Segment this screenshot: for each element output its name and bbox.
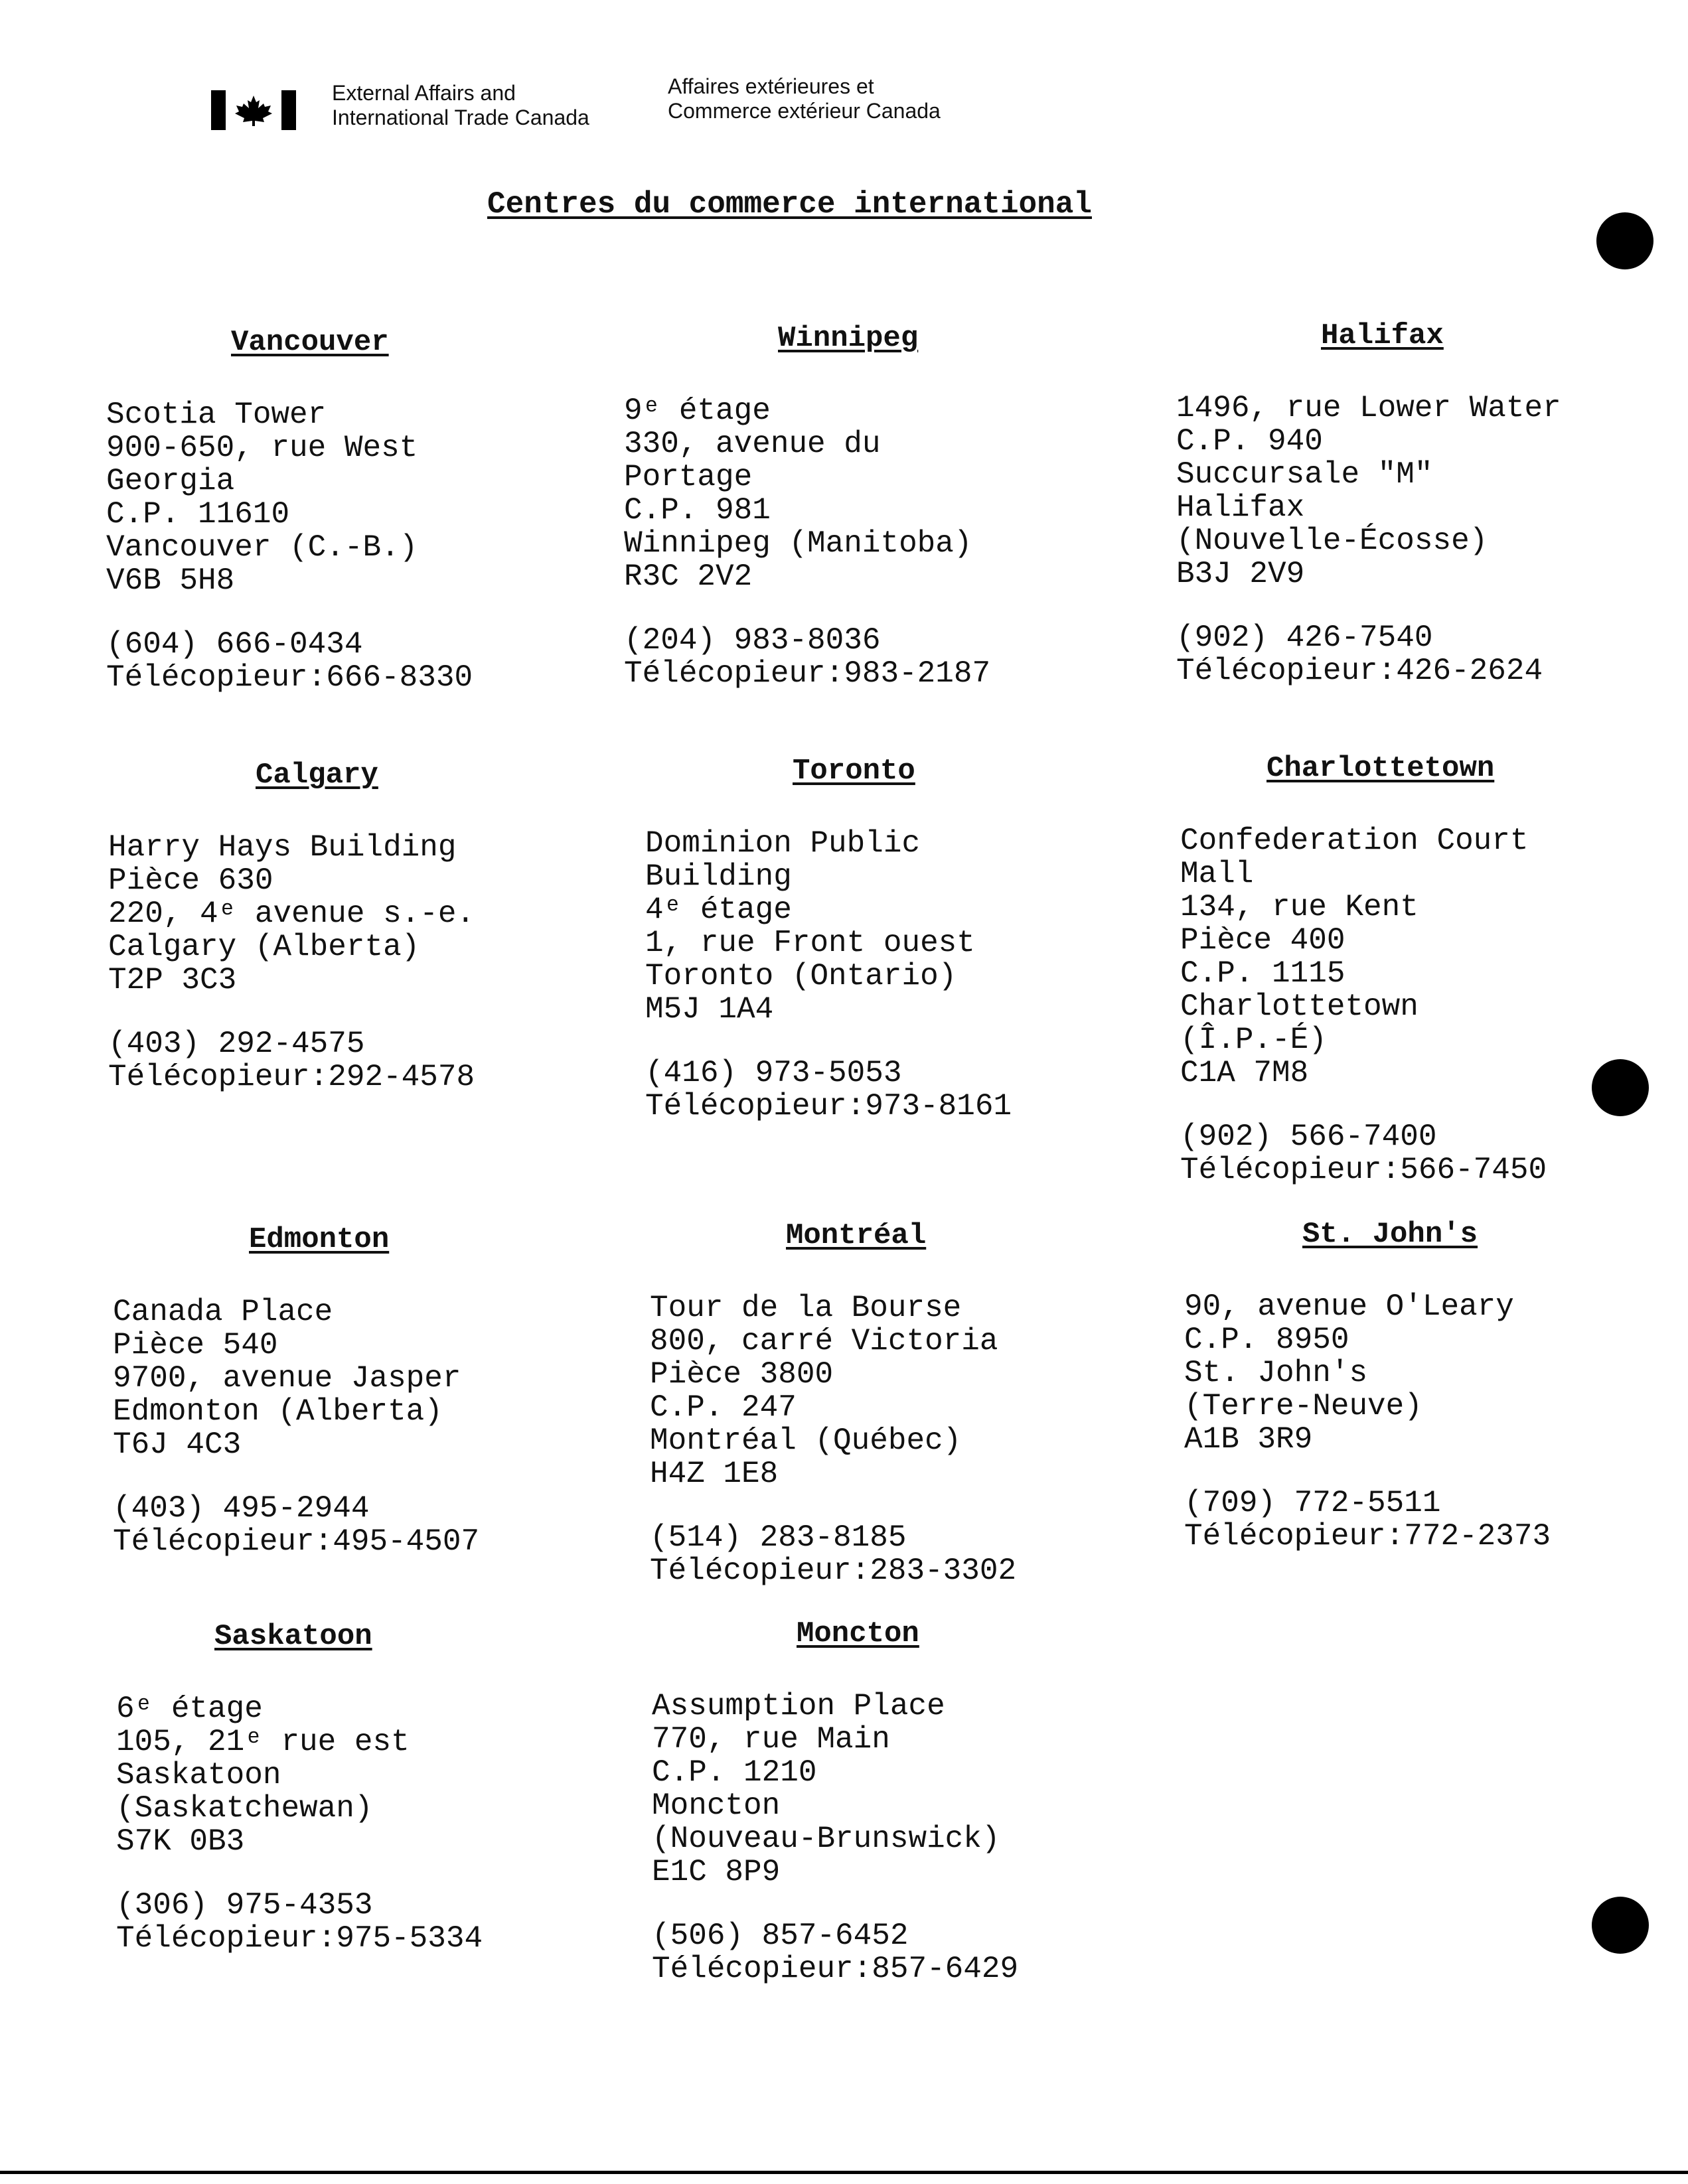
org-name-french-line: Commerce extérieur Canada	[668, 99, 941, 123]
address-line: Montréal (Québec)	[650, 1423, 962, 1458]
office-contact	[113, 1492, 617, 1558]
office-city-heading: St. John's	[1302, 1218, 1478, 1251]
address-line: (Î.P.-É)	[1180, 1023, 1327, 1057]
address-line: 770, rue Main	[652, 1722, 890, 1757]
office-address	[106, 398, 611, 597]
office-fax: Télécopieur:772-2373	[1184, 1519, 1551, 1554]
office-city-heading: Charlottetown	[1266, 752, 1495, 785]
office-fax: Télécopieur:566-7450	[1180, 1153, 1547, 1187]
office-contact	[1184, 1487, 1688, 1553]
address-line: Pièce 400	[1180, 923, 1345, 958]
address-line: C.P. 247	[650, 1390, 797, 1425]
office-address	[1176, 392, 1681, 591]
address-line: Dominion Public	[645, 826, 921, 861]
office-fax: Télécopieur:983-2187	[624, 656, 991, 691]
address-line: C1A 7M8	[1180, 1056, 1309, 1090]
office-city-heading: Vancouver	[231, 326, 389, 359]
office-fax: Télécopieur:283-3302	[650, 1554, 1017, 1588]
office-phone: (306) 975-4353	[116, 1888, 373, 1923]
address-line: H4Z 1E8	[650, 1457, 779, 1491]
address-line: M5J 1A4	[645, 992, 774, 1027]
address-line: (Saskatchewan)	[116, 1791, 373, 1826]
address-line: 9700, avenue Jasper	[113, 1361, 461, 1396]
address-line: Harry Hays Building	[108, 830, 457, 865]
office-fax: Télécopieur:426-2624	[1176, 654, 1543, 688]
address-line: 6ᵉ étage	[116, 1692, 263, 1726]
address-line: C.P. 11610	[106, 497, 290, 532]
address-line: (Terre-Neuve)	[1184, 1389, 1422, 1423]
office-phone: (902) 566-7400	[1180, 1120, 1437, 1154]
address-line: Edmonton (Alberta)	[113, 1394, 443, 1429]
office-block	[113, 1222, 617, 1558]
office-contact	[1180, 1120, 1685, 1187]
page-title	[0, 187, 1688, 222]
org-name-english	[332, 81, 589, 130]
address-line: S7K 0B3	[116, 1824, 245, 1859]
address-line: T2P 3C3	[108, 963, 237, 997]
office-block	[650, 1218, 1154, 1587]
office-fax: Télécopieur:666-8330	[106, 660, 473, 695]
address-line: C.P. 981	[624, 493, 771, 528]
address-line: Calgary (Alberta)	[108, 930, 420, 964]
address-line: Pièce 540	[113, 1328, 278, 1362]
address-line: V6B 5H8	[106, 563, 235, 598]
address-line: Portage	[624, 460, 753, 494]
address-line: C.P. 1115	[1180, 956, 1345, 991]
office-phone: (403) 292-4575	[108, 1027, 365, 1061]
address-line: Pièce 3800	[650, 1357, 834, 1392]
office-phone: (604) 666-0434	[106, 627, 363, 662]
office-contact	[624, 624, 1128, 690]
office-address	[108, 831, 613, 997]
address-line: Assumption Place	[652, 1689, 945, 1723]
address-line: (Nouvelle-Écosse)	[1176, 524, 1488, 558]
address-line: 4ᵉ étage	[645, 893, 792, 927]
address-line: St. John's	[1184, 1356, 1368, 1390]
office-phone: (416) 973-5053	[645, 1056, 902, 1090]
office-fax: Télécopieur:973-8161	[645, 1089, 1012, 1124]
office-phone: (204) 983-8036	[624, 623, 881, 658]
address-line: Halifax	[1176, 490, 1305, 525]
address-line: 220, 4ᵉ avenue s.-e.	[108, 897, 475, 931]
office-phone: (514) 283-8185	[650, 1520, 907, 1555]
address-line: Toronto (Ontario)	[645, 959, 957, 993]
office-block	[1184, 1217, 1688, 1553]
address-line: Charlottetown	[1180, 989, 1419, 1024]
address-line: 9ᵉ étage	[624, 394, 771, 428]
office-address	[650, 1291, 1154, 1491]
address-line: R3C 2V2	[624, 559, 753, 594]
address-line: Moncton	[652, 1788, 781, 1823]
address-line: (Nouveau-Brunswick)	[652, 1822, 1000, 1856]
bottom-rule	[0, 2171, 1688, 2174]
address-line: C.P. 940	[1176, 424, 1323, 459]
office-city-heading: Edmonton	[249, 1223, 390, 1256]
binder-hole-icon	[1596, 212, 1653, 269]
address-line: Scotia Tower	[106, 398, 327, 432]
office-city-heading: Toronto	[793, 755, 915, 788]
address-line: E1C 8P9	[652, 1855, 781, 1889]
office-phone: (709) 772-5511	[1184, 1486, 1441, 1520]
office-city-heading: Winnipeg	[778, 322, 919, 355]
org-name-french-line: Affaires extérieures et	[668, 74, 874, 98]
office-contact	[1176, 621, 1681, 688]
address-line: Tour de la Bourse	[650, 1291, 962, 1325]
office-block	[624, 321, 1128, 690]
office-address	[1180, 824, 1685, 1090]
office-block	[106, 325, 611, 694]
office-fax: Télécopieur:975-5334	[116, 1921, 483, 1956]
address-line: Vancouver (C.-B.)	[106, 530, 418, 565]
address-line: Winnipeg (Manitoba)	[624, 526, 972, 561]
office-block	[116, 1619, 621, 1955]
office-block	[645, 754, 1150, 1123]
office-city-heading: Moncton	[797, 1617, 919, 1650]
address-line: 800, carré Victoria	[650, 1324, 998, 1358]
org-name-french	[668, 74, 941, 123]
address-line: Confederation Court	[1180, 824, 1529, 858]
address-line: Building	[645, 859, 792, 894]
binder-hole-icon	[1592, 1059, 1649, 1116]
office-contact	[108, 1027, 613, 1094]
office-block	[1176, 319, 1681, 688]
binder-hole-icon	[1592, 1897, 1649, 1954]
address-line: 134, rue Kent	[1180, 890, 1419, 924]
office-contact	[106, 628, 611, 694]
office-address	[116, 1692, 621, 1858]
office-phone: (506) 857-6452	[652, 1919, 909, 1953]
address-line: 330, avenue du	[624, 427, 881, 461]
address-line: Succursale "M"	[1176, 457, 1433, 492]
office-block	[1180, 751, 1685, 1187]
office-contact	[645, 1056, 1150, 1123]
address-line: T6J 4C3	[113, 1427, 242, 1462]
office-phone: (902) 426-7540	[1176, 620, 1433, 655]
office-fax: Télécopieur:292-4578	[108, 1060, 475, 1094]
office-address	[645, 827, 1150, 1026]
office-address	[1184, 1290, 1688, 1456]
address-line: 1, rue Front ouest	[645, 926, 975, 960]
canada-flag-icon	[211, 90, 296, 130]
address-line: 90, avenue O'Leary	[1184, 1289, 1514, 1324]
address-line: C.P. 8950	[1184, 1323, 1349, 1357]
address-line: Canada Place	[113, 1295, 333, 1329]
office-contact	[652, 1919, 1156, 1986]
address-line: Saskatoon	[116, 1758, 281, 1792]
address-line: 105, 21ᵉ rue est	[116, 1725, 410, 1759]
office-contact	[650, 1521, 1154, 1587]
office-city-heading: Saskatoon	[214, 1620, 372, 1653]
office-fax: Télécopieur:857-6429	[652, 1952, 1019, 1986]
office-block	[108, 758, 613, 1094]
org-name-english-line: International Trade Canada	[332, 106, 589, 129]
address-line: B3J 2V9	[1176, 557, 1305, 591]
office-block	[652, 1617, 1156, 1986]
address-line: C.P. 1210	[652, 1755, 817, 1790]
address-line: Mall	[1180, 857, 1254, 891]
office-address	[113, 1295, 617, 1461]
office-phone: (403) 495-2944	[113, 1491, 370, 1526]
office-city-heading: Halifax	[1321, 319, 1444, 352]
address-line: A1B 3R9	[1184, 1422, 1313, 1457]
org-name-english-line: External Affairs and	[332, 81, 516, 105]
address-line: 1496, rue Lower Water	[1176, 391, 1561, 425]
office-city-heading: Montréal	[786, 1219, 927, 1252]
office-contact	[116, 1889, 621, 1955]
office-address	[652, 1690, 1156, 1889]
office-address	[624, 394, 1128, 593]
office-fax: Télécopieur:495-4507	[113, 1524, 480, 1559]
address-line: Pièce 630	[108, 863, 273, 898]
page-title-text: Centres du commerce international	[487, 187, 1092, 222]
address-line: Georgia	[106, 464, 235, 498]
office-city-heading: Calgary	[256, 759, 378, 792]
address-line: 900-650, rue West	[106, 431, 418, 465]
